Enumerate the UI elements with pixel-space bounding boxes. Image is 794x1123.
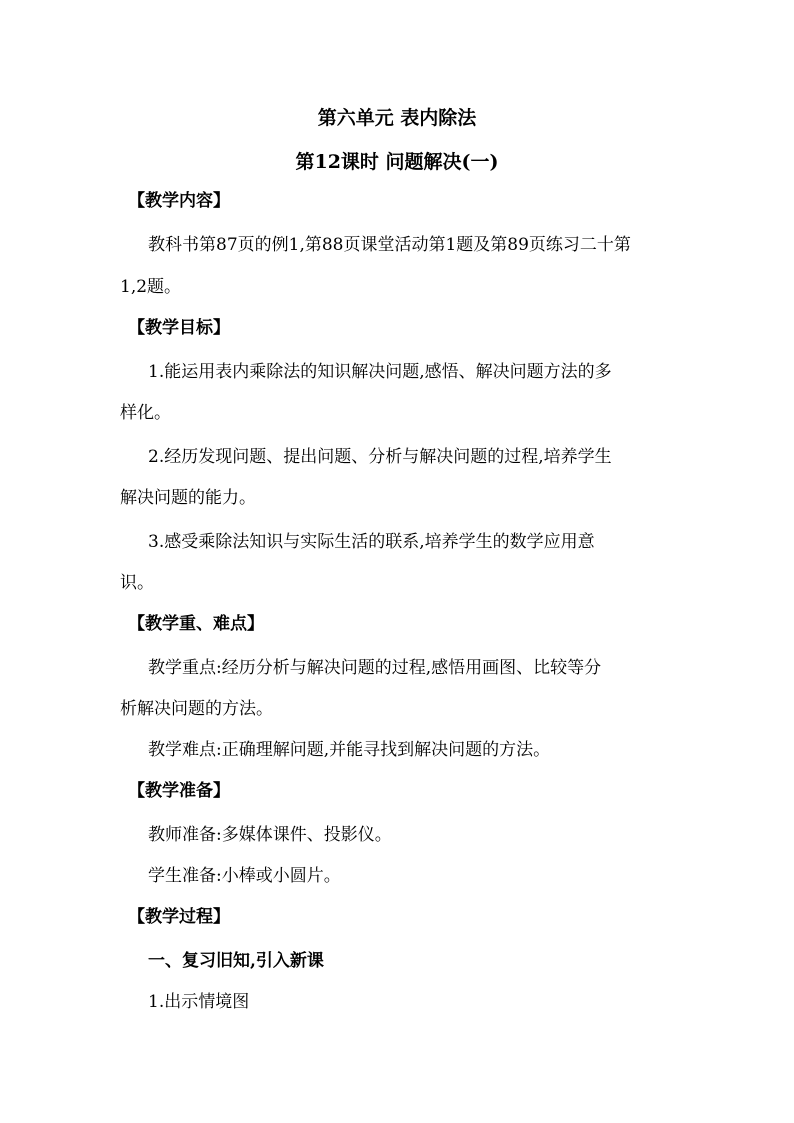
goal-1-line-2: 样化。 [120,403,171,423]
process-heading: 【教学过程】 [128,907,230,927]
document-title: 第六单元 表内除法 [317,107,477,129]
document-subtitle: 第12课时 问题解决(一) [295,151,499,173]
teacher-preparation: 教师准备:多媒体课件、投影仪。 [148,825,392,845]
difficulty-line: 教学难点:正确理解问题,并能寻找到解决问题的方法。 [148,740,551,760]
content-heading: 【教学内容】 [128,191,230,211]
content-line-2: 1,2题。 [120,277,182,297]
content-line-1: 教科书第87页的例1,第88页课堂活动第1题及第89页练习二十第 [148,235,631,255]
goals-heading: 【教学目标】 [128,318,230,338]
goal-3-line-2: 识。 [120,573,154,593]
key-point-line-2: 析解决问题的方法。 [120,699,273,719]
goal-1-line-1: 1.能运用表内乘除法的知识解决问题,感悟、解决问题方法的多 [148,362,612,382]
goal-2-line-1: 2.经历发现问题、提出问题、分析与解决问题的过程,培养学生 [148,447,612,467]
goal-3-line-1: 3.感受乘除法知识与实际生活的联系,培养学生的数学应用意 [148,532,595,552]
process-part-1-heading: 一、复习旧知,引入新课 [148,951,324,971]
key-point-line-1: 教学重点:经历分析与解决问题的过程,感悟用画图、比较等分 [148,658,602,678]
goal-2-line-2: 解决问题的能力。 [120,488,256,508]
student-preparation: 学生准备:小棒或小圆片。 [148,866,341,886]
preparation-heading: 【教学准备】 [128,781,230,801]
process-item-1: 1.出示情境图 [148,992,250,1012]
key-points-heading: 【教学重、难点】 [128,614,264,634]
